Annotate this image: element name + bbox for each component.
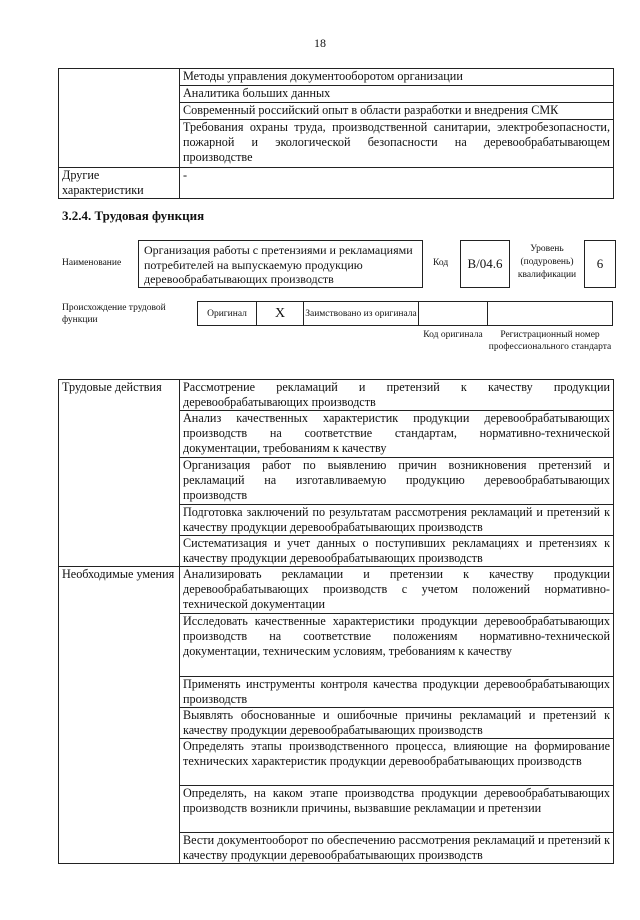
qualification-level: 6 — [584, 240, 616, 288]
skill-item: Выявлять обоснованные и ошибочные причины рекламаций и претензий к качеству продукции деревообрабатывающих производств — [180, 708, 614, 739]
original-code-cell — [418, 301, 488, 326]
name-label: Наименование — [62, 258, 122, 268]
labor-action: Анализ качественных характеристик продукции деревообрабатывающих производств на соответствие стандартам, нормативно-технической документации, требованиям к качеству — [180, 411, 614, 458]
original-mark: Х — [274, 305, 286, 321]
code-label: Код — [433, 258, 449, 268]
other-characteristics-label: Другие характеристики — [59, 168, 180, 199]
borrowed-label: Заимствовано из оригинала — [305, 308, 417, 319]
labor-actions-label: Трудовые действия — [59, 380, 180, 567]
function-table — [58, 379, 614, 864]
skill-item: Исследовать качественные характеристики продукции деревообрабатывающих производств на соответствие положениям нормативно-технической документации, техническим условиям, требованиям к качеству — [180, 614, 614, 677]
knowledge-table — [58, 68, 614, 199]
skills-label: Необходимые умения — [59, 567, 180, 864]
knowledge-item: Требования охраны труда, производственной санитарии, электробезопасности, пожарной и экологической безопасности на деревообрабатывающем производстве — [180, 120, 614, 168]
borrowed-cell — [303, 301, 419, 326]
original-label: Оригинал — [207, 308, 247, 319]
skill-item: Определять этапы производственного процесса, влияющие на формирование технических характеристик продукции деревообрабатывающих производств — [180, 739, 614, 786]
knowledge-item: Аналитика больших данных — [180, 86, 614, 103]
origin-label: Происхождение трудовой функции — [62, 303, 166, 325]
knowledge-item: Современный российский опыт в области разработки и внедрения СМК — [180, 103, 614, 120]
original-cell — [197, 301, 257, 326]
labor-action: Подготовка заключений по результатам рассмотрения рекламаций и претензий к качеству продукции деревообрабатывающих производств — [180, 505, 614, 536]
skill-item: Анализировать рекламации и претензии к качеству продукции деревообрабатывающих производств с учетом положений нормативно-технической документации — [180, 567, 614, 614]
level-label: Уровень (подуровень) квалификации — [517, 244, 577, 280]
skill-item: Применять инструменты контроля качества продукции деревообрабатывающих производств — [180, 677, 614, 708]
page-number: 18 — [314, 36, 326, 50]
original-code-caption: Код оригинала — [423, 330, 483, 340]
labor-action: Рассмотрение рекламаций и претензий к качеству продукции деревообрабатывающих производств — [180, 380, 614, 411]
knowledge-label-cell — [59, 69, 180, 168]
knowledge-item: Методы управления документооборотом организации — [180, 69, 614, 86]
section-title: 3.2.4. Трудовая функция — [62, 208, 205, 223]
reg-number-cell — [487, 301, 613, 326]
function-name: Организация работы с претензиями и рекламациями потребителей на выпускаемую продукцию деревообрабатывающих производств — [138, 240, 423, 288]
other-characteristics-value: - — [180, 168, 614, 199]
skill-item: Определять, на каком этапе производства продукции деревообрабатывающих производств возникли причины, вызвавшие рекламации и претензии — [180, 786, 614, 833]
labor-action: Систематизация и учет данных о поступивших рекламациях и претензиях к качеству продукции деревообрабатывающих производств — [180, 536, 614, 567]
function-code: В/04.6 — [460, 240, 510, 288]
skill-item: Вести документооборот по обеспечению рассмотрения рекламаций и претензий к качеству продукции деревообрабатывающих производств — [180, 833, 614, 864]
labor-action: Организация работ по выявлению причин возникновения претензий и рекламаций на изготавливаемую продукцию деревообрабатывающих производств — [180, 458, 614, 505]
reg-number-caption: Регистрационный номер профессионального стандарта — [488, 330, 612, 352]
original-mark-cell — [256, 301, 304, 326]
